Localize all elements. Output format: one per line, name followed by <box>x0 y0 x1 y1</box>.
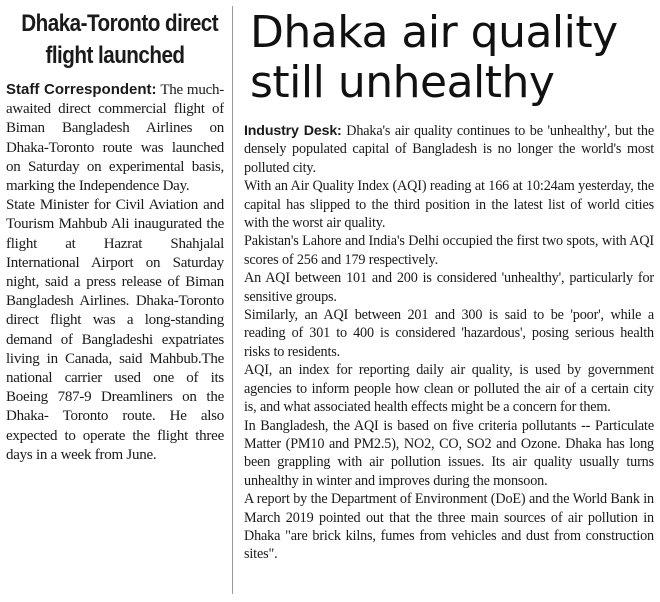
right-paragraph-text: Dhaka's air quality continues to be 'unhealthy', but the densely populated capital of Bangladesh is no longer the world's most polluted city. <box>244 123 654 176</box>
left-article-body <box>6 80 224 465</box>
right-paragraph: Similarly, an AQI between 201 and 300 is said to be 'poor', while a reading of 301 to 400 is considered 'hazardous', posing serious health risks to residents. <box>244 307 654 360</box>
column-divider <box>232 6 233 594</box>
right-paragraph: AQI, an index for reporting daily air quality, is used by government agencies to inform people how clean or polluted the air of a certain city is, and what associated health effects might be a concern for them. <box>244 362 654 416</box>
left-headline-line: Dhaka-Toronto direct <box>21 10 219 37</box>
right-paragraph: A report by the Department of Environment (DoE) and the World Bank in March 2019 pointed out that the three main sources of air pollution in Dhaka "are brick kilns, fumes from vehicles and dust from construction sites". <box>244 491 654 563</box>
left-paragraph: State Minister for Civil Aviation and Tourism Mahbub Ali inaugurated the flight at Hazrat Shahjalal International Airport on Saturday night, said a press release of Biman Bangladesh Airlines. Dhaka-Toronto direct flight was a long-standing demand of Bangladeshi expatriates living in Canada, said Mahbub.The national carrier used one of its Boeing 787-9 Dreamliners on the Dhaka- Toronto route. He also expected to operate the flight three days in a week from June. <box>6 197 224 463</box>
right-paragraph: An AQI between 101 and 200 is considered 'unhealthy', particularly for sensitive groups. <box>244 270 654 305</box>
right-article <box>244 4 654 598</box>
right-headline-line: still unhealthy <box>250 57 555 108</box>
left-paragraph <box>6 80 224 196</box>
right-headline-line: Dhaka air quality <box>250 7 618 58</box>
left-article-headline <box>21 8 219 72</box>
left-paragraph-text: The much-awaited direct commercial flight of Biman Bangladesh Airlines on Dhaka-Toronto route was launched on Saturday on experimental basis, marking the Independence Day. <box>6 82 224 195</box>
right-paragraph: Pakistan's Lahore and India's Delhi occupied the first two spots, with AQI scores of 256 and 179 respectively. <box>244 233 654 268</box>
left-article <box>6 6 224 598</box>
right-paragraph: In Bangladesh, the AQI is based on five criteria pollutants -- Particulate Matter (PM10 and PM2.5), NO2, CO, SO2 and Ozone. Dhaka has long been grappling with air pollution issues. Its air quality usually turns unhealthy in winter and improves during the monsoon. <box>244 417 654 489</box>
byline: Staff Correspondent: <box>6 81 157 98</box>
right-paragraph: With an Air Quality Index (AQI) reading at 166 at 10:24am yesterday, the capital has slipped to the third position in the latest list of world cities with the worst air quality. <box>244 178 654 232</box>
right-article-body <box>244 122 654 564</box>
right-paragraph <box>244 122 654 177</box>
right-article-headline <box>250 8 654 108</box>
left-headline-line: flight launched <box>45 42 185 69</box>
desk-label: Industry Desk: <box>244 123 342 139</box>
